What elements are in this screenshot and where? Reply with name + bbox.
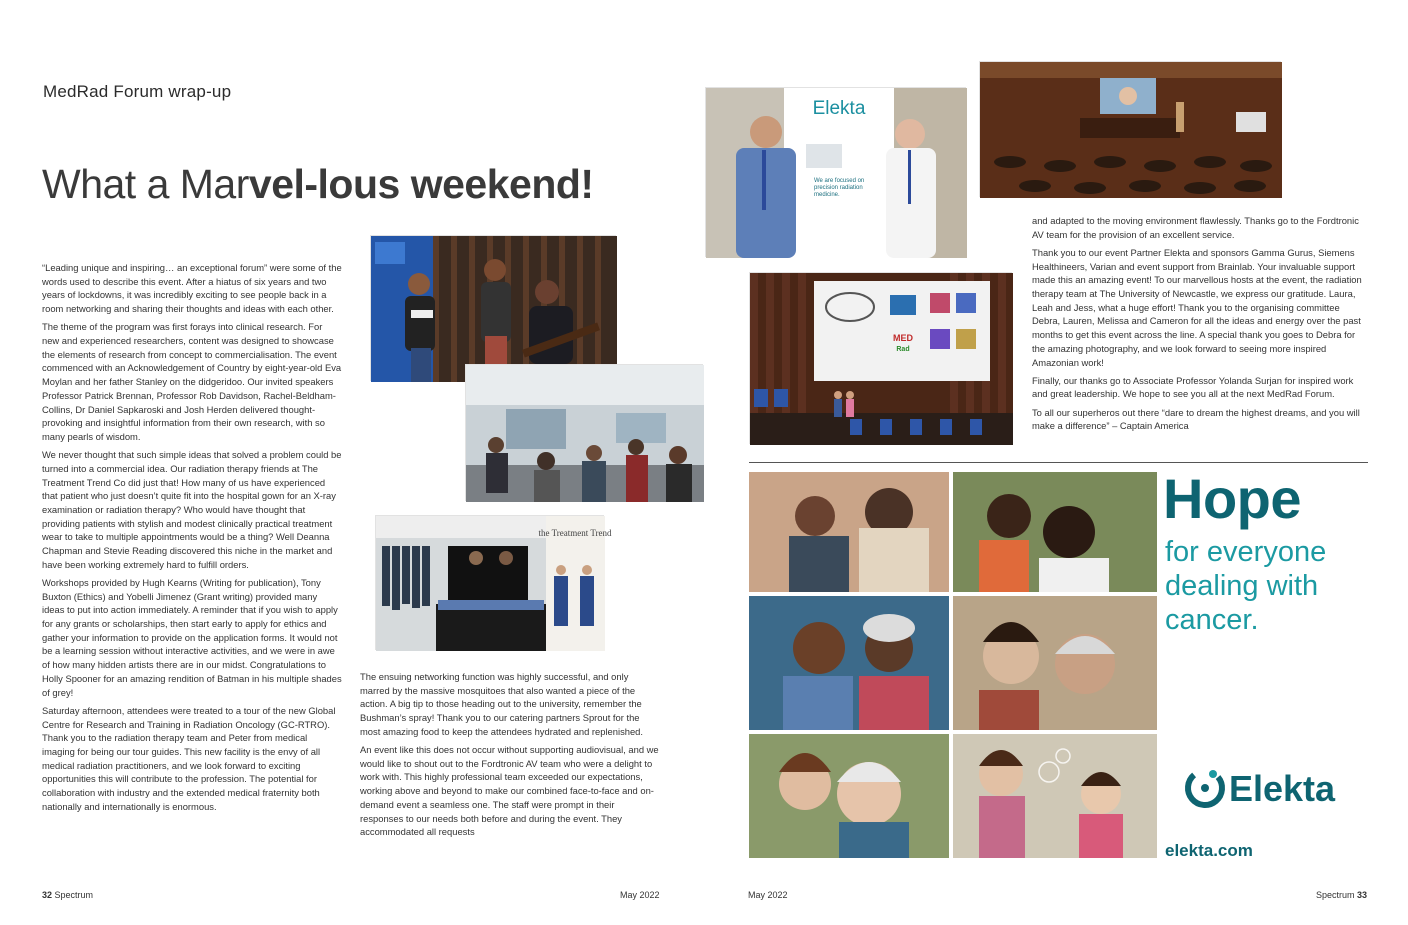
- section-label: MedRad Forum wrap-up: [43, 82, 232, 101]
- screen-med-text: MED: [893, 333, 913, 343]
- article-column-1: [42, 261, 342, 818]
- footer-left-title: Spectrum: [54, 890, 94, 900]
- elekta-banner-text: Elekta: [812, 98, 866, 119]
- page-number-right: 33: [1357, 890, 1368, 900]
- headline-bold: vel-lous weekend!: [248, 161, 594, 207]
- ad-photo-collage: [749, 472, 1157, 858]
- paragraph: The theme of the program was first forays into clinical research. For new and experienced researchers, content was designed to showcase the elements of research from concept to commercialisation. The event commenced with an Acknowledgement of Country by eight-year-old Eva Moylan and her father Stanley on the didgeridoo. Our invited speakers Professor Patrick Brennan, Professor Rob Davidson, Rachel-Beldham-Collins, Dr Daniel Sapkaroski and Josh Herden delivered thought-provoking and insightful information from their own research, with so many pearls of wisdom.: [42, 321, 342, 442]
- photo-booth-image: [376, 516, 612, 651]
- photo-auditorium-image: [980, 62, 1282, 198]
- photo-auditorium: [979, 61, 1281, 197]
- elekta-logo-mark: [1183, 760, 1363, 816]
- photo-elekta-representatives: [705, 87, 966, 257]
- paragraph: Thank you to our event Partner Elekta and sponsors Gamma Gurus, Siemens Healthineers, Varian and event support from Brainlab. Your invaluable support made this an amazing event! To our marvellous hosts at the event, the radiation therapy team at The University of Newcastle, we express our gratitude. Laura, Leah and Jess, what a huge effort! Thank you to the organising committee Debra, Lauren, Melissa and Cameron for all the ideas and energy over the past months to get this event across the line. A special thank you goes to Debra for the amazing photography, and we look forward to seeing more inspired Amazonian work!: [1032, 246, 1362, 368]
- footer-left: [42, 890, 93, 900]
- paragraph: Workshops provided by Hugh Kearns (Writing for publication), Tony Buxton (Ethics) and Yobelli Jimenez (Grant writing) provided many ideas to put into action immediately. A reminder that if you wish to apply for any grants or scholarships, then start early to apply for ethics and gather your information to provide on the application forms. It would not be a learning session without interactive activities, and we were in awe of how many hidden artists there are in our midst. Congratulations to Holly Spooner for an amazing rendition of Batman in his multiple shades of grey!: [42, 576, 342, 698]
- paragraph: An event like this does not occur without supporting audiovisual, and we would like to shout out to the Fordtronic AV team who were a delight to work with. This highly professional team exceeded our expectations, working above and beyond to make our combined face-to-face and on-demand event a seamless one. The staff were prompt in their responses to our needs both before and during the event. They accommodated all requests: [360, 744, 659, 838]
- elekta-logo[interactable]: [1183, 760, 1363, 816]
- section-divider: [749, 462, 1368, 463]
- page-number-left: 32: [42, 890, 53, 900]
- paragraph: Saturday afternoon, attendees were treated to a tour of the new Global Centre for Research and Training in Radiation Oncology (GC-RTRO). Thank you to the radiation therapy team and Peter from medical imaging for being our tour guides. This new facility is the envy of all medical radiation practitioners, and we look forward to exciting opportunities this will contribute to the profession. The potential for collaboration with industry and the extended medical fraternity both nationally and internationally is enormous.: [42, 704, 336, 812]
- photo-elekta-image: [706, 88, 967, 258]
- photo-stage-image: [750, 273, 1013, 445]
- paragraph: The ensuing networking function was highly successful, and only marred by the massive mosquitoes that also wanted a piece of the action. A big tip to those heading out to the university, remember the Bushman’s spray! Thank you to our catering partners Sprout for the most amazing food to keep the attendees hydrated and replenished.: [360, 671, 644, 737]
- ad-headline: Hope: [1163, 467, 1301, 530]
- photo-didgeridoo-image: [371, 236, 617, 382]
- paragraph: and adapted to the moving environment flawlessly. Thanks go to the Fordtronic AV team for the provision of an excellent service.: [1032, 215, 1359, 240]
- screen-rad-text: Rad: [896, 346, 910, 353]
- paragraph: To all our superheros out there “dare to dream the highest dreams, and you will make a difference” – Captain America: [1032, 406, 1360, 432]
- photo-tour-image: [466, 365, 704, 502]
- article-column-3: [1032, 214, 1367, 438]
- photo-stage-presentation: [749, 272, 1012, 444]
- ad-photo-grid: [749, 472, 1157, 858]
- treatment-trend-banner-text: the Treatment Trend: [538, 528, 612, 538]
- photo-acknowledgement-of-country: [370, 235, 616, 381]
- headline-light: What a Mar: [42, 161, 249, 207]
- footer-right-date: May 2022: [748, 890, 788, 900]
- article-column-2: [360, 670, 660, 843]
- photo-treatment-trend-booth: [375, 515, 612, 650]
- paragraph: Finally, our thanks go to Associate Professor Yolanda Surjan for inspired work and great leadership. We hope to see you all at the next MedRad Forum.: [1032, 374, 1354, 400]
- paragraph: We never thought that such simple ideas that solved a problem could be turned into a commercial idea. Our radiation therapy friends at The Treatment Trend Co did just that! How many of us have experienced that patient who just doesn’t quite fit into the hospital gown for an X-ray examination or radiation therapy? Who would have thought that providing patients with stylish and modest clinically practical treatment wear to take to multiple appointments would be a thing? Well Deanna Chapman and Stevie Reading discovered this niche in the market and have been working extremely hard to fulfill orders.: [42, 449, 342, 570]
- elekta-logo-text: Elekta: [1229, 768, 1336, 809]
- ad-tagline: for everyone dealing with cancer.: [1165, 536, 1327, 636]
- elekta-banner-tagline: We are focused on precision radiation medicine.: [814, 178, 865, 198]
- footer-right: [1316, 890, 1367, 900]
- page-title: [42, 160, 594, 208]
- ad-url-link[interactable]: elekta.com: [1165, 841, 1253, 860]
- footer-left-date: May 2022: [620, 890, 660, 900]
- footer-right-title: Spectrum: [1316, 890, 1355, 900]
- paragraph: “Leading unique and inspiring… an exceptional forum” were some of the words used to describe this event. After a hiatus of six years and two years of lockdowns, it was incredibly exciting to see people back in a room networking and sharing their thoughts and ideas with each other.: [42, 262, 342, 315]
- photo-tour: [465, 364, 703, 501]
